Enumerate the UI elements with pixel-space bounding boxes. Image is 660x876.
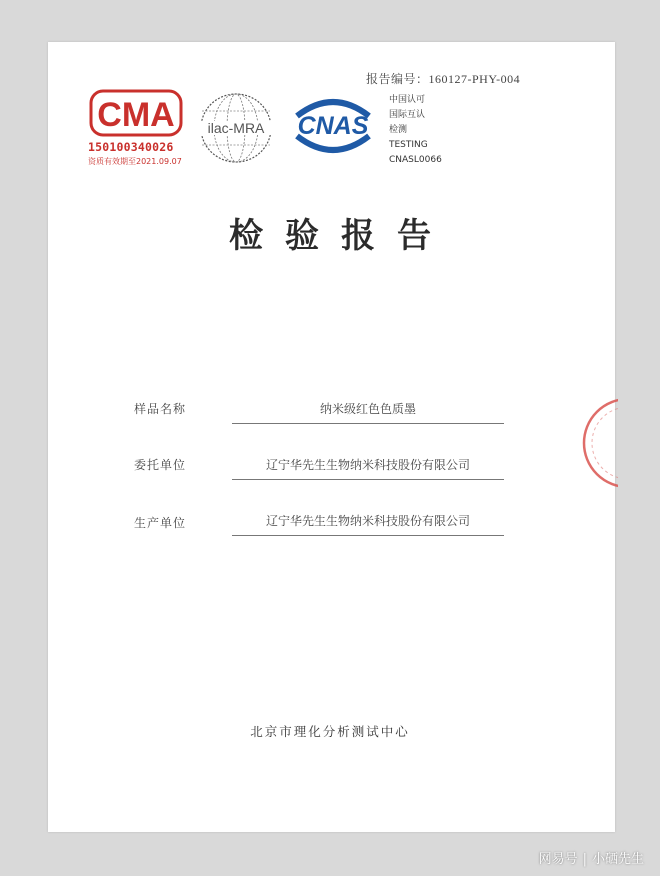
watermark-author: 小硒先生	[591, 852, 644, 867]
cma-code: 150100340026	[88, 140, 174, 154]
client-label: 委托单位	[134, 458, 187, 472]
cnas-line: 检测	[389, 125, 408, 135]
cnas-logo	[287, 94, 379, 156]
page-title: 检验报告	[229, 216, 453, 256]
cma-logo	[88, 88, 184, 170]
cnas-line: 国际互认	[389, 110, 426, 120]
client-value: 辽宁华先生生物纳米科技股份有限公司	[232, 456, 504, 480]
ilac-logo-text: ilac-MRA	[207, 120, 265, 136]
ilac-mra-logo	[196, 91, 276, 165]
cnas-line: 中国认可	[389, 95, 426, 105]
watermark	[539, 848, 644, 867]
watermark-separator: |	[582, 852, 587, 867]
cnas-accreditation-text	[389, 93, 442, 168]
cnas-line: CNASL0066	[389, 155, 442, 165]
cnas-logo-text: CNAS	[297, 112, 369, 140]
seal-icon	[578, 395, 618, 495]
sample-name-value: 纳米级红色色质墨	[232, 400, 504, 424]
manufacturer-label: 生产单位	[134, 516, 187, 530]
cma-mark-icon	[88, 88, 184, 138]
sample-name-label: 样品名称	[134, 402, 187, 416]
manufacturer-value: 辽宁华先生生物纳米科技股份有限公司	[232, 512, 504, 536]
globe-icon	[196, 91, 276, 165]
testing-organization: 北京市理化分析测试中心	[250, 724, 410, 739]
cma-validity: 资质有效期至2021.09.07	[88, 157, 182, 166]
cnas-line: TESTING	[389, 140, 428, 150]
watermark-platform: 网易号	[538, 852, 578, 867]
red-seal-stamp	[578, 395, 618, 495]
cma-logo-text: CMA	[97, 96, 175, 134]
report-number: 报告编号：160127-PHY-004	[366, 72, 521, 86]
cnas-mark-icon	[287, 94, 379, 156]
